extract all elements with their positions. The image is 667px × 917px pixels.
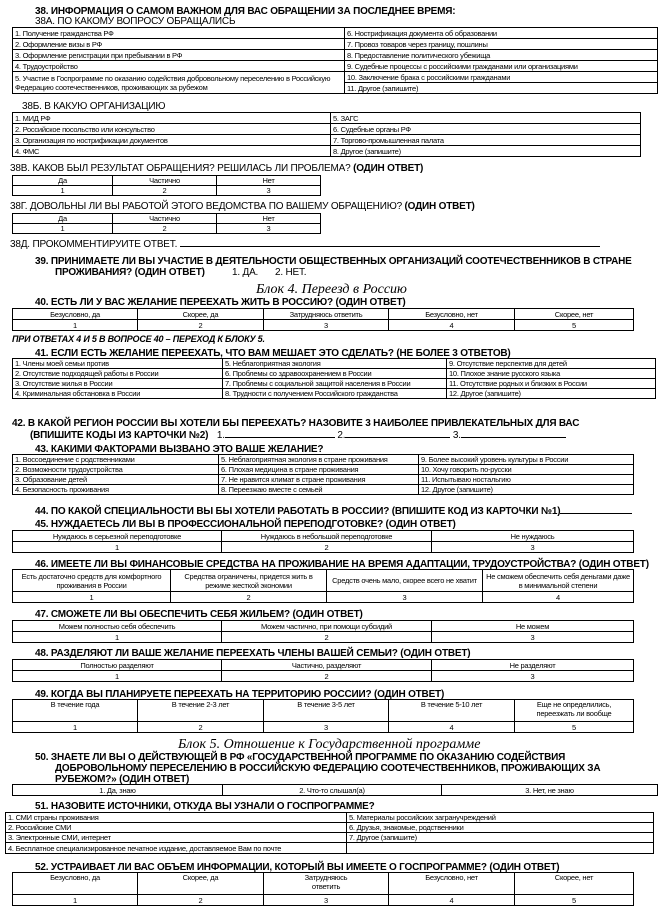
q43-option[interactable]: 10. Хочу говорить по-русски [419,465,634,475]
q49-code[interactable]: 1 [13,722,138,733]
q49-option[interactable]: В течение 5-10 лет [389,700,515,722]
q43-option[interactable]: 12. Другое (запишите) [419,485,634,495]
q50-title-line3: РУБЕЖОМ?» (ОДИН ОТВЕТ) [55,774,190,785]
q46-option[interactable]: Средства ограничены, придется жить в режиме жесткой экономии [171,570,327,592]
q41-option[interactable]: 5. Неблагоприятная экология [223,359,447,369]
q47-code[interactable]: 3 [432,632,634,643]
q42-region-field-1[interactable] [225,429,335,438]
q43-option[interactable]: 8. Переезжаю вместе с семьей [219,485,419,495]
q38v-option[interactable]: Частично [113,176,217,186]
q47-option[interactable]: Не можем [432,621,634,632]
q39-title-line1: 39. ПРИНИМАЕТЕ ЛИ ВЫ УЧАСТИЕ В ДЕЯТЕЛЬНОСТИ ОБЩЕСТВЕННЫХ ОРГАНИЗАЦИЙ СООТЕЧЕСТВЕННИКОВ В СТРАНЕ [35,256,632,267]
q38b-table [12,112,641,157]
q52-title: 52. УСТРАИВАЕТ ЛИ ВАС ОБЪЕМ ИНФОРМАЦИИ, КОТОРЫЙ ВЫ ИМЕЕТЕ О ГОСПРОГРАММЕ? (ОДИН ОТВЕТ) [35,862,560,873]
q47-option[interactable]: Можем полностью себя обеспечить [13,621,222,632]
q40-code[interactable]: 5 [515,320,634,331]
q51-option[interactable]: 1. СМИ страны проживания [6,813,347,823]
q38v-code[interactable]: 1 [13,186,113,196]
q40-code[interactable]: 4 [389,320,515,331]
q46-code[interactable]: 1 [13,592,171,603]
q38d-row [10,238,600,250]
q38b-option[interactable]: 6. Судебные органы РФ [331,124,641,135]
q49-option[interactable]: В течение 3-5 лет [264,700,389,722]
q52-option[interactable]: Скорее, нет [515,873,634,895]
q43-option[interactable]: 9. Более высокий уровень культуры в России [419,455,634,465]
q52-code[interactable]: 1 [13,895,138,906]
q38v-option[interactable]: Нет [217,176,321,186]
q45-code[interactable]: 3 [432,542,634,553]
q38b-option[interactable]: 5. ЗАГС [331,113,641,124]
q38b-option[interactable]: 3. Организация по нострификации документов [13,135,331,146]
q48-title: 48. РАЗДЕЛЯЮТ ЛИ ВАШЕ ЖЕЛАНИЕ ПЕРЕЕХАТЬ ЧЛЕНЫ ВАШЕЙ СЕМЬИ? (ОДИН ОТВЕТ) [35,648,471,659]
q38g-code[interactable]: 3 [217,224,321,234]
q44-row [35,505,632,517]
q40-option[interactable]: Скорее, да [138,309,264,320]
q48-table [12,659,634,682]
q48-code[interactable]: 1 [13,671,222,682]
q46-option[interactable]: Есть достаточно средств для комфортного проживания в России [13,570,171,592]
q38a-option[interactable]: 7. Провоз товаров через границу, пошлины [345,39,658,50]
q38b-option[interactable]: 8. Другое (запишите) [331,146,641,157]
q49-title: 49. КОГДА ВЫ ПЛАНИРУЕТЕ ПЕРЕЕХАТЬ НА ТЕРРИТОРИЮ РОССИИ? (ОДИН ОТВЕТ) [35,689,445,700]
q38g-option[interactable]: Да [13,214,113,224]
q51-option[interactable]: 2. Российские СМИ [6,823,347,833]
q43-option[interactable]: 7. Не нравится климат в стране проживания [219,475,419,485]
q38g-option[interactable]: Частично [113,214,217,224]
q38d-title: 38Д. ПРОКОММЕНТИРУИТЕ ОТВЕТ. [10,239,178,250]
q43-table [12,454,634,495]
q38a-option[interactable]: 8. Предоставление политического убежища [345,50,658,61]
q42-region-field-3[interactable] [461,429,566,438]
q48-code[interactable]: 3 [432,671,634,682]
q41-table [12,358,656,399]
q52-table [12,872,634,906]
q40-title: 40. ЕСТЬ ЛИ У ВАС ЖЕЛАНИЕ ПЕРЕЕХАТЬ ЖИТЬ В РОССИЮ? (ОДИН ОТВЕТ) [35,297,406,308]
q38b-option[interactable]: 1. МИД РФ [13,113,331,124]
q38v-table [12,175,321,196]
q41-option[interactable]: 6. Проблемы со здравоохранением в России [223,369,447,379]
q42-region-field-2[interactable] [345,429,450,438]
q51-title: 51. НАЗОВИТЕ ИСТОЧНИКИ, ОТКУДА ВЫ УЗНАЛИ О ГОСПРОГРАММЕ? [35,801,375,812]
q42-title-line2: (ВПИШИТЕ КОДЫ ИЗ КАРТОЧКИ №2) [30,430,209,441]
q40-code[interactable]: 1 [13,320,138,331]
q38b-option[interactable]: 4. ФМС [13,146,331,157]
q43-option[interactable]: 11. Испытываю ностальгию [419,475,634,485]
q40-skip-note: ПРИ ОТВЕТАХ 4 И 5 В ВОПРОСЕ 40 – ПЕРЕХОД К БЛОКУ 5. [12,334,265,344]
q38g-title: 38Г. ДОВОЛЬНЫ ЛИ ВЫ РАБОТОЙ ЭТОГО ВЕДОМСТВА ПО ВАШЕМУ ОБРАЩЕНИЮ? (ОДИН ОТВЕТ) [10,201,475,212]
q50-option[interactable]: 3. Нет, не знаю [442,785,658,796]
q38a-option[interactable]: 10. Заключение брака с российскими гражданами [345,72,658,83]
q46-title: 46. ИМЕЕТЕ ЛИ ВЫ ФИНАНСОВЫЕ СРЕДСТВА НА ПРОЖИВАНИЕ НА ВРЕМЯ АДАПТАЦИИ, ТРУДОУСТРОЙСТВА? (ОДИН ОТВЕТ) [35,559,649,570]
q43-option[interactable]: 1. Воссоединение с родственниками [13,455,219,465]
q43-option[interactable]: 5. Неблагоприятная экология в стране проживания [219,455,419,465]
block4-heading: Блок 4. Переезд в Россию [256,282,407,297]
q38v-code[interactable]: 2 [113,186,217,196]
q38b-option[interactable]: 7. Торгово-промышленная палата [331,135,641,146]
q45-option[interactable]: Не нуждаюсь [432,531,634,542]
q41-option[interactable]: 8. Трудности с получением Российского гражданства [223,389,447,399]
q44-title: 44. ПО КАКОЙ СПЕЦИАЛЬНОСТИ ВЫ БЫ ХОТЕЛИ РАБОТАТЬ В РОССИИ? (ВПИШИТЕ КОД ИЗ КАРТОЧКИ №1) [35,506,561,517]
q38b-title: 38Б. В КАКУЮ ОРГАНИЗАЦИЮ [22,101,166,112]
q47-table [12,620,634,643]
q41-option[interactable]: 10. Плохое знание русского языка [447,369,656,379]
q38a-option[interactable]: 3. Оформление регистрации при пребывании в РФ [13,50,345,61]
q51-option[interactable]: 4. Бесплатное специализированное печатное издание, доставляемое Вам по почте [6,843,347,854]
q40-code[interactable]: 2 [138,320,264,331]
block5-heading: Блок 5. Отношение к Государственной программе [178,737,481,752]
q52-code[interactable]: 5 [515,895,634,906]
q43-title: 43. КАКИМИ ФАКТОРАМИ ВЫЗВАНО ЭТО ВАШЕ ЖЕЛАНИЕ? [35,444,324,455]
q38v-code[interactable]: 3 [217,186,321,196]
q46-table [12,569,634,603]
q49-code[interactable]: 2 [138,722,264,733]
q48-code[interactable]: 2 [222,671,432,682]
q39-option-yes[interactable]: 1. ДА. [232,267,259,278]
q50-title-line2: ДОБРОВОЛЬНОМУ ПЕРЕСЕЛЕНИЮ В РОССИЙСКУЮ ФЕДЕРАЦИЮ СООТЕЧЕСТВЕННИКОВ, ПРОЖИВАЮЩИХ ЗА [55,763,601,774]
q50-option[interactable]: 2. Что-то слышал(а) [223,785,442,796]
q41-option[interactable]: 1. Члены моей семьи против [13,359,223,369]
q38d-comment-field[interactable] [180,238,600,247]
q38a-table [12,27,658,94]
q38a-option[interactable]: 6. Нострификация документа об образовании [345,28,658,39]
q39-option-no[interactable]: 2. НЕТ. [275,267,307,278]
q45-option[interactable]: Нуждаюсь в небольшой переподготовке [222,531,432,542]
q43-option[interactable]: 4. Безопасность проживания [13,485,219,495]
q41-option[interactable]: 4. Криминальная обстановка в России [13,389,223,399]
q49-code[interactable]: 4 [389,722,515,733]
q38g-code[interactable]: 2 [113,224,217,234]
q41-option[interactable]: 7. Проблемы с социальной защитой населения в России [223,379,447,389]
q38g-option[interactable]: Нет [217,214,321,224]
q50-table [12,784,658,796]
q47-option[interactable]: Можем частично, при помощи субсидий [222,621,432,632]
q47-code[interactable]: 1 [13,632,222,643]
q47-code[interactable]: 2 [222,632,432,643]
q47-title: 47. СМОЖЕТЕ ЛИ ВЫ ОБЕСПЕЧИТЬ СЕБЯ ЖИЛЬЕМ? (ОДИН ОТВЕТ) [35,609,363,620]
q38g-code[interactable]: 1 [13,224,113,234]
q40-option[interactable]: Безусловно, да [13,309,138,320]
q48-option[interactable]: Не разделяют [432,660,634,671]
q38b-option[interactable]: 2. Российское посольство или консульство [13,124,331,135]
q41-option[interactable]: 11. Отсутствие родных и близких в России [447,379,656,389]
q43-option[interactable]: 2. Возможности трудоустройства [13,465,219,475]
q39-title-line2: ПРОЖИВАНИЯ? (ОДИН ОТВЕТ) [55,267,205,278]
q51-option[interactable]: 5. Материалы российских загранучреждений [347,813,654,823]
q41-option[interactable]: 9. Отсутствие перспектив для детей [447,359,656,369]
q51-option[interactable]: 3. Электронные СМИ, интернет [6,833,347,843]
q50-option[interactable]: 1. Да, знаю [13,785,223,796]
q38a-title: 38А. ПО КАКОМУ ВОПРОСУ ОБРАЩАЛИСЬ [35,16,236,27]
q42-row: (ВПИШИТЕ КОДЫ ИЗ КАРТОЧКИ №2) 1. 2. 3. [30,429,566,441]
q41-title: 41. ЕСЛИ ЕСТЬ ЖЕЛАНИЕ ПЕРЕЕХАТЬ, ЧТО ВАМ МЕШАЕТ ЭТО СДЕЛАТЬ? (НЕ БОЛЕЕ 3 ОТВЕТОВ) [35,348,511,359]
q38a-option[interactable]: 4. Трудоустройство [13,61,345,72]
q41-option[interactable]: 2. Отсутствие подходящей работы в России [13,369,223,379]
q38v-option[interactable]: Да [13,176,113,186]
q46-code[interactable]: 2 [171,592,327,603]
q40-option[interactable]: Скорее, нет [515,309,634,320]
q38a-option[interactable]: 9. Судебные процессы с российскими гражданами или организациями [345,61,658,72]
q52-option[interactable]: Безусловно, нет [389,873,515,895]
q38a-option[interactable]: 5. Участие в Госпрограмме по оказанию содействия добровольному переселению в Российскую Федерацию соотечественников, проживающих за рубежом [13,72,345,94]
q38a-option[interactable]: 2. Оформление визы в РФ [13,39,345,50]
q45-code[interactable]: 1 [13,542,222,553]
q45-code[interactable]: 2 [222,542,432,553]
q38a-option[interactable]: 1. Получение гражданства РФ [13,28,345,39]
q44-specialty-field[interactable] [560,505,632,514]
q45-title: 45. НУЖДАЕТЕСЬ ЛИ ВЫ В ПРОФЕССИОНАЛЬНОЙ ПЕРЕПОДГОТОВКЕ? (ОДИН ОТВЕТ) [35,519,456,530]
q51-table [5,812,654,854]
q52-code[interactable]: 2 [138,895,264,906]
q38v-title: 38В. КАКОВ БЫЛ РЕЗУЛЬТАТ ОБРАЩЕНИЯ? РЕШИЛАСЬ ЛИ ПРОБЛЕМА? (ОДИН ОТВЕТ) [10,163,424,174]
q52-option[interactable]: Затрудняюсь ответить [264,873,389,895]
q40-option[interactable]: Безусловно, нет [389,309,515,320]
q41-option[interactable]: 3. Отсутствие жилья в России [13,379,223,389]
q49-code[interactable]: 3 [264,722,389,733]
q40-table [12,308,634,331]
q48-option[interactable]: Частично, разделяют [222,660,432,671]
q48-option[interactable]: Полностью разделяют [13,660,222,671]
q46-code[interactable]: 3 [327,592,483,603]
q51-option[interactable]: 7. Другое (запишите) [347,833,654,843]
q49-option[interactable]: В течение года [13,700,138,722]
q46-code[interactable]: 4 [483,592,634,603]
q43-option[interactable]: 3. Образование детей [13,475,219,485]
q38g-table [12,213,321,234]
q40-code[interactable]: 3 [264,320,389,331]
q46-option[interactable]: Средств очень мало, скорее всего не хватит [327,570,483,592]
q49-option[interactable]: Еще не определились, переезжать ли вообще [515,700,634,722]
q46-option[interactable]: Не сможем обеспечить себя деньгами даже в минимальной степени [483,570,634,592]
q51-option[interactable]: 6. Друзья, знакомые, родственники [347,823,654,833]
q50-title-line1: 50. ЗНАЕТЕ ЛИ ВЫ О ДЕЙСТВУЮЩЕЙ В РФ «ГОСУДАРСТВЕННОЙ ПРОГРАММЕ ПО ОКАЗАНИЮ СОДЕЙСТВИЯ [35,752,566,763]
q49-code[interactable]: 5 [515,722,634,733]
q45-table [12,530,634,553]
q41-option[interactable]: 12. Другое (запишите) [447,389,656,399]
q51-empty-cell [347,843,654,854]
q40-option[interactable]: Затрудняюсь ответить [264,309,389,320]
q49-table [12,699,634,733]
q38-title: 38. ИНФОРМАЦИЯ О САМОМ ВАЖНОМ ДЛЯ ВАС ОБРАЩЕНИИ ЗА ПОСЛЕДНЕЕ ВРЕМЯ: [35,6,456,17]
q52-code[interactable]: 4 [389,895,515,906]
q45-option[interactable]: Нуждаюсь в серьезной переподготовке [13,531,222,542]
q52-option[interactable]: Безусловно, да [13,873,138,895]
q42-title-line1: 42. В КАКОЙ РЕГИОН РОССИИ ВЫ ХОТЕЛИ БЫ ПЕРЕЕХАТЬ? НАЗОВИТЕ 3 НАИБОЛЕЕ ПРИВЛЕКАТЕЛЬНЫХ ДЛЯ ВАС [12,418,580,429]
q49-option[interactable]: В течение 2-3 лет [138,700,264,722]
q52-code[interactable]: 3 [264,895,389,906]
q43-option[interactable]: 6. Плохая медицина в стране проживания [219,465,419,475]
q52-option[interactable]: Скорее, да [138,873,264,895]
q38a-option[interactable]: 11. Другое (запишите) [345,83,658,94]
